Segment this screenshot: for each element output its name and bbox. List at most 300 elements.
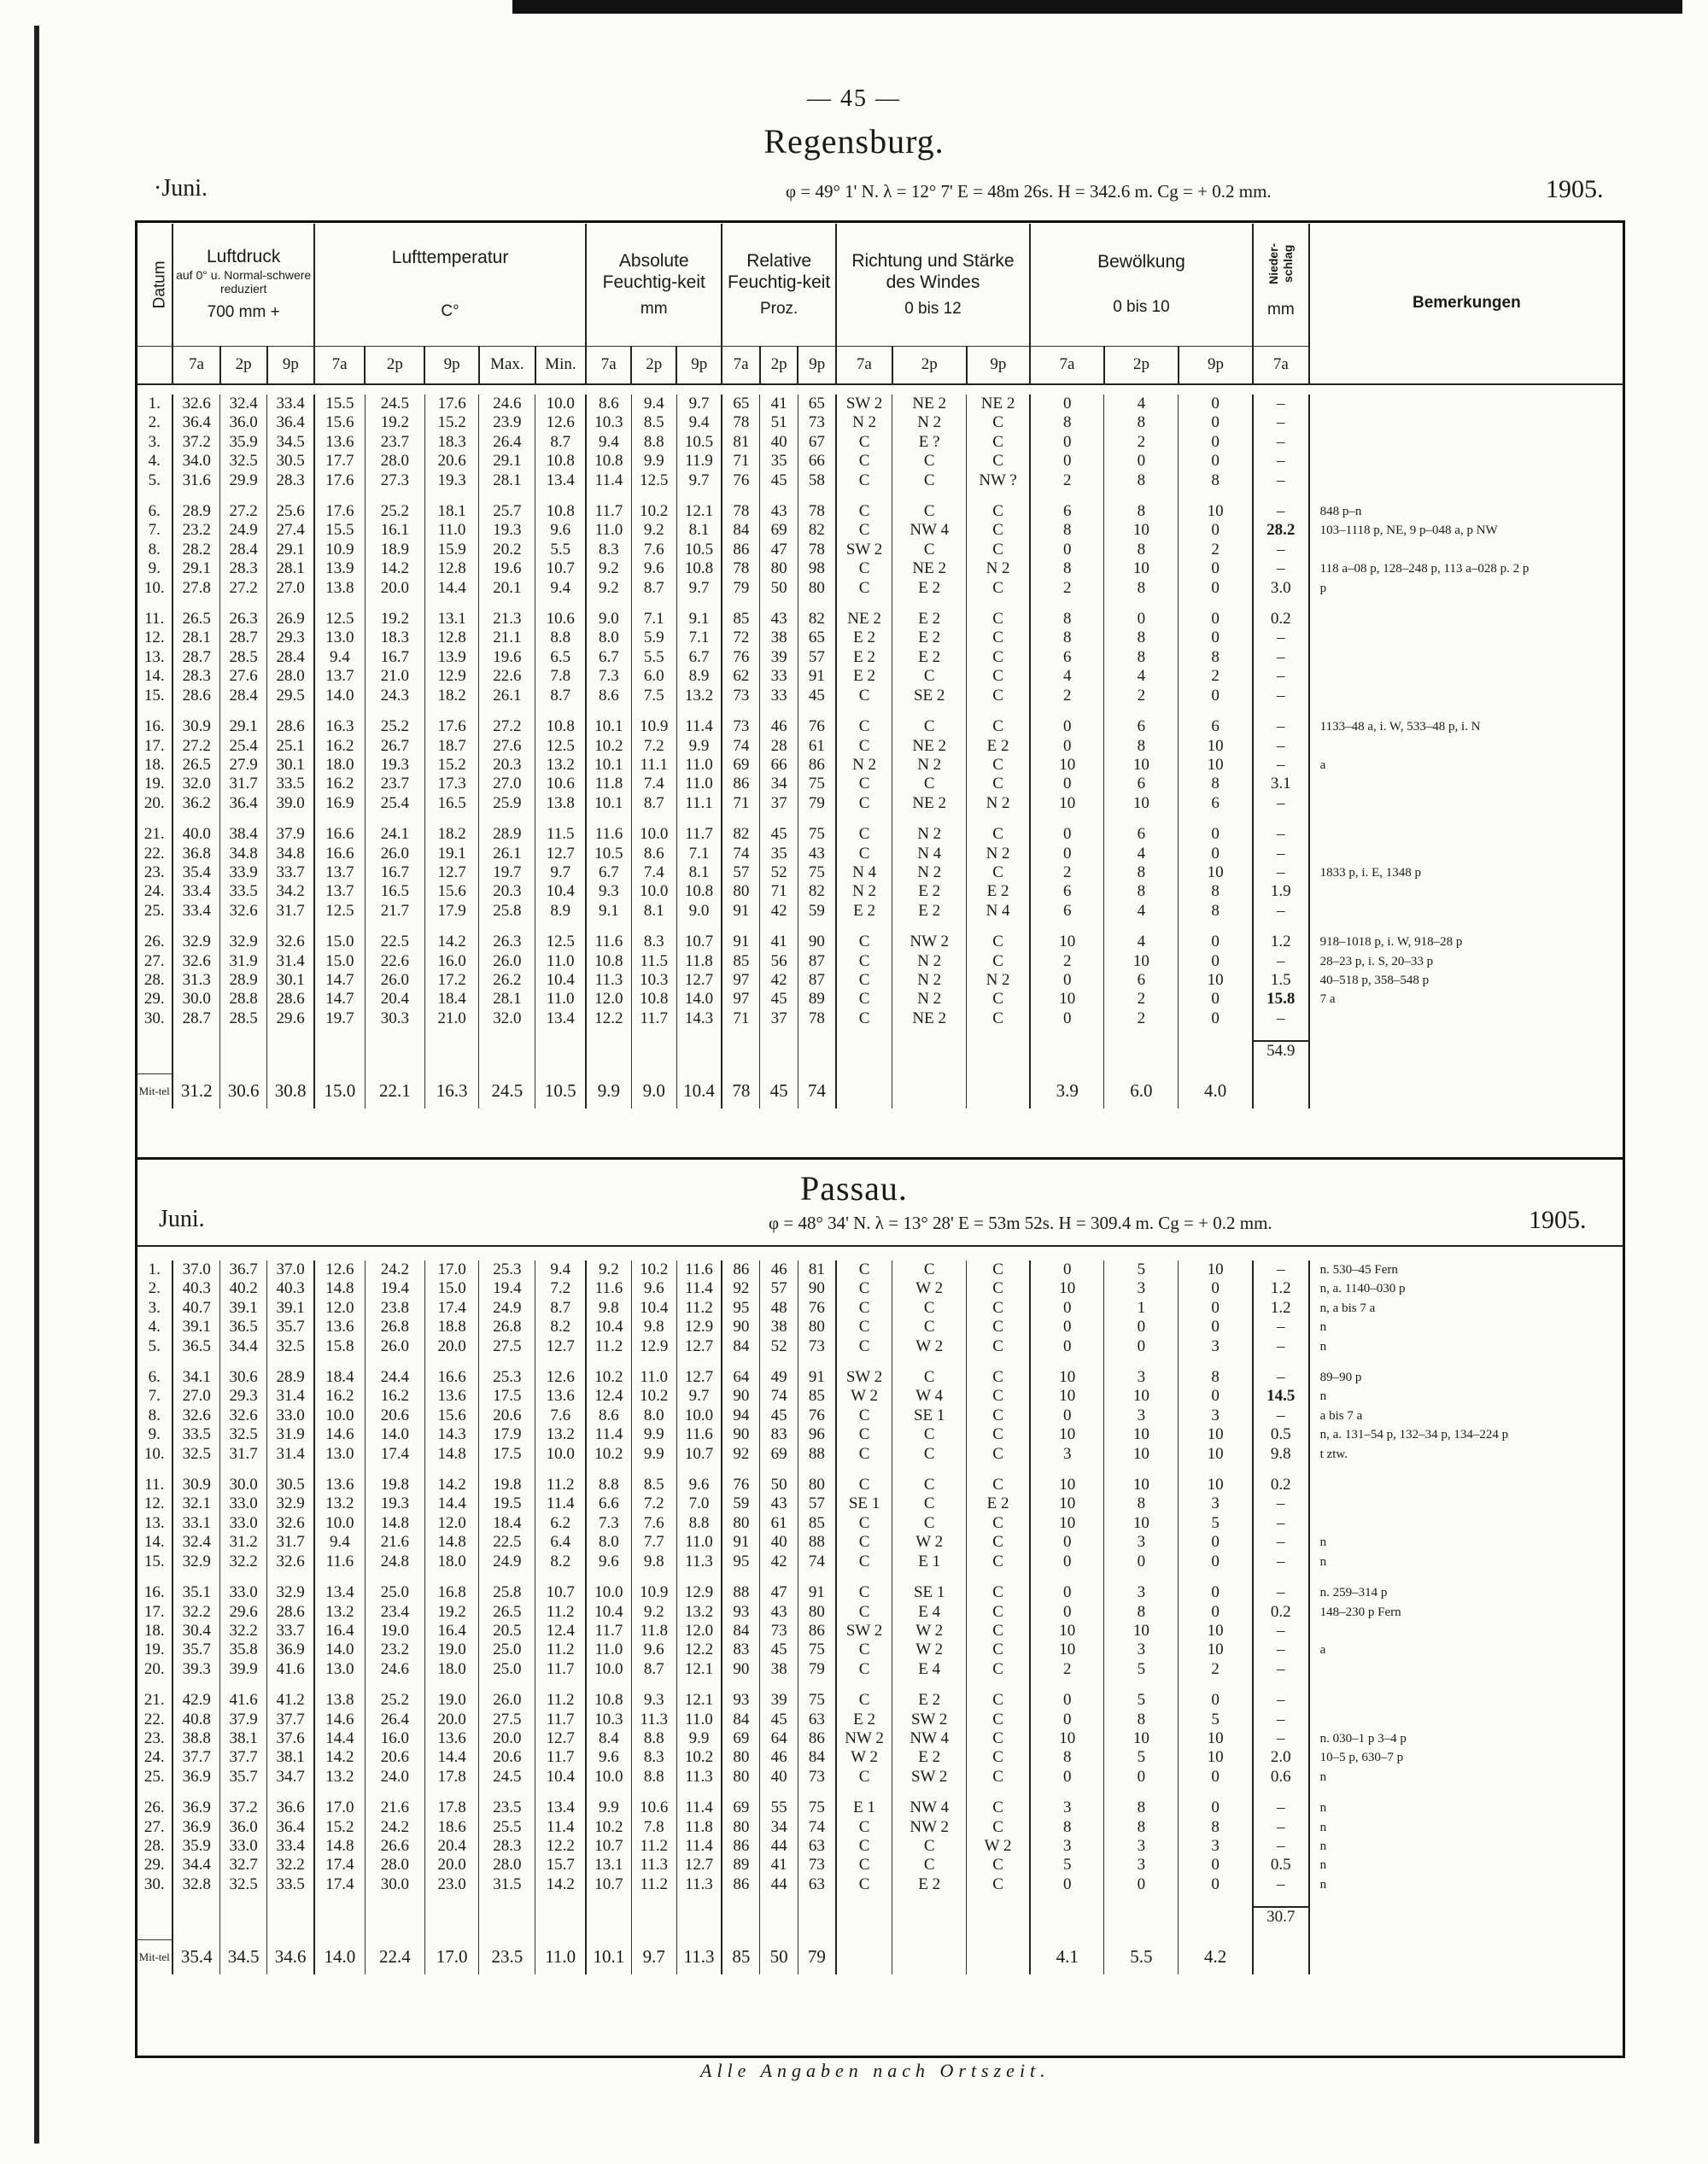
value-cell: C bbox=[967, 687, 1030, 705]
value-cell: 0 bbox=[1179, 825, 1253, 844]
value-cell: 32.2 bbox=[220, 1553, 267, 1571]
value-cell: 9.8 bbox=[1253, 1445, 1309, 1464]
value-cell: 38 bbox=[760, 1318, 798, 1336]
value-cell: 26.6 bbox=[365, 1837, 424, 1856]
date-cell: 17. bbox=[143, 736, 165, 755]
table-row bbox=[137, 882, 1623, 901]
value-cell: 15.5 bbox=[314, 521, 365, 540]
remark-cell bbox=[1309, 1622, 1623, 1641]
value-cell: 11.1 bbox=[676, 794, 722, 813]
value-cell: 7.8 bbox=[535, 667, 586, 686]
value-cell: C bbox=[836, 775, 892, 793]
date-cell: 13. bbox=[143, 1513, 165, 1532]
value-cell: 25.3 bbox=[479, 1368, 535, 1387]
value-cell: 2 bbox=[1179, 541, 1253, 559]
value-cell: 35.9 bbox=[173, 1837, 219, 1856]
value-cell: 8 bbox=[1104, 863, 1179, 882]
value-cell: C bbox=[836, 1818, 892, 1837]
value-cell: C bbox=[967, 433, 1030, 452]
value-cell: 3 bbox=[1104, 1407, 1179, 1425]
value-cell: 25.2 bbox=[365, 1691, 424, 1710]
value-cell: 45 bbox=[760, 1641, 798, 1659]
value-cell: 10.8 bbox=[535, 502, 586, 521]
value-cell: E 2 bbox=[836, 667, 892, 686]
value-cell: 4 bbox=[1030, 667, 1104, 686]
value-cell: 24.1 bbox=[365, 825, 424, 844]
value-cell: 13.7 bbox=[314, 882, 365, 901]
date-cell: 30. bbox=[143, 1874, 165, 1893]
value-cell: 1.2 bbox=[1253, 1279, 1309, 1298]
value-cell: – bbox=[1253, 1260, 1309, 1279]
value-cell: 13.0 bbox=[314, 1660, 365, 1679]
value-cell: 10.2 bbox=[586, 1368, 631, 1387]
value-cell: 10.7 bbox=[676, 1445, 722, 1464]
value-cell: 78 bbox=[722, 413, 760, 432]
value-cell: 40 bbox=[760, 433, 798, 452]
value-cell: 80 bbox=[722, 882, 760, 901]
value-cell: C bbox=[836, 1407, 892, 1425]
value-cell: 76 bbox=[722, 1476, 760, 1494]
value-cell: 74 bbox=[760, 1387, 798, 1406]
value-cell: 10.3 bbox=[586, 413, 631, 432]
value-cell: 10.0 bbox=[631, 882, 676, 901]
remark-cell bbox=[1309, 629, 1623, 647]
value-cell: 14.3 bbox=[424, 1425, 479, 1444]
value-cell: 13.6 bbox=[535, 1387, 586, 1406]
value-cell: 0.5 bbox=[1253, 1856, 1309, 1874]
value-cell: C bbox=[836, 471, 892, 490]
value-cell: 36.4 bbox=[267, 413, 314, 432]
value-cell: E 1 bbox=[836, 1798, 892, 1817]
value-cell: 0 bbox=[1030, 1260, 1104, 1279]
value-cell: 11.1 bbox=[631, 756, 676, 775]
value-cell: E 2 bbox=[892, 629, 967, 647]
value-cell: 9.3 bbox=[631, 1691, 676, 1710]
date-cell: 13. bbox=[143, 647, 165, 666]
value-cell: – bbox=[1253, 1729, 1309, 1748]
value-cell: 10.2 bbox=[631, 502, 676, 521]
remark-cell: a bis 7 a bbox=[1309, 1407, 1623, 1425]
value-cell: 10.6 bbox=[631, 1798, 676, 1817]
value-cell: 15.6 bbox=[424, 882, 479, 901]
value-cell: 10.2 bbox=[676, 1748, 722, 1767]
value-cell: 38.1 bbox=[220, 1729, 267, 1748]
value-cell: 28.0 bbox=[365, 1856, 424, 1874]
value-cell: 19.8 bbox=[365, 1476, 424, 1494]
date-cell: 8. bbox=[148, 1406, 161, 1424]
value-cell: 25.8 bbox=[479, 1583, 535, 1602]
value-cell: 36.4 bbox=[267, 1818, 314, 1837]
value-cell: 67 bbox=[798, 433, 836, 452]
mean-value: 9.7 bbox=[631, 1939, 676, 1974]
value-cell: C bbox=[836, 1641, 892, 1659]
value-cell: 27.5 bbox=[479, 1711, 535, 1729]
value-cell: 28.6 bbox=[173, 687, 219, 705]
value-cell: 3.0 bbox=[1253, 579, 1309, 598]
value-cell: 18.2 bbox=[424, 687, 479, 705]
value-cell: 23.0 bbox=[424, 1875, 479, 1894]
date-cell: 23. bbox=[143, 863, 165, 881]
value-cell: 18.4 bbox=[314, 1368, 365, 1387]
value-cell: 82 bbox=[722, 825, 760, 844]
value-cell: 32.6 bbox=[220, 1407, 267, 1425]
remark-cell: n, a. 131–54 p, 132–34 p, 134–224 p bbox=[1309, 1425, 1623, 1444]
date-cell: 21. bbox=[143, 825, 165, 844]
mean-value: 31.2 bbox=[173, 1073, 219, 1108]
value-cell: 41.6 bbox=[220, 1691, 267, 1710]
remark-cell: 28–23 p, i. S, 20–33 p bbox=[1309, 952, 1623, 971]
value-cell: C bbox=[967, 579, 1030, 598]
value-cell: C bbox=[836, 687, 892, 705]
date-cell: 26. bbox=[143, 933, 165, 951]
table-row bbox=[137, 521, 1623, 540]
value-cell: 12.9 bbox=[631, 1337, 676, 1356]
value-cell: 10 bbox=[1104, 952, 1179, 971]
value-cell: C bbox=[836, 452, 892, 471]
col-datum: Datum bbox=[150, 260, 169, 309]
value-cell: C bbox=[836, 1837, 892, 1856]
value-cell: 14.8 bbox=[314, 1837, 365, 1856]
value-cell: 0 bbox=[1179, 1768, 1253, 1787]
table-row bbox=[137, 502, 1623, 521]
value-cell: 91 bbox=[798, 667, 836, 686]
value-cell: 21.1 bbox=[479, 629, 535, 647]
value-cell: N 2 bbox=[836, 413, 892, 432]
remark-cell bbox=[1309, 737, 1623, 756]
value-cell: 84 bbox=[722, 1337, 760, 1356]
mean-value: 78 bbox=[722, 1073, 760, 1108]
value-cell: 59 bbox=[798, 902, 836, 921]
value-cell: 12.5 bbox=[314, 902, 365, 921]
value-cell: C bbox=[892, 1260, 967, 1279]
value-cell: 10 bbox=[1104, 794, 1179, 813]
mean-value bbox=[836, 1939, 892, 1974]
value-cell: 7.1 bbox=[676, 629, 722, 647]
value-cell: 14.2 bbox=[535, 1875, 586, 1894]
value-cell: C bbox=[892, 1368, 967, 1387]
value-cell: – bbox=[1253, 629, 1309, 647]
table-row bbox=[137, 1729, 1623, 1748]
value-cell: 15.0 bbox=[314, 952, 365, 971]
value-cell: 24.4 bbox=[365, 1368, 424, 1387]
remark-cell bbox=[1309, 687, 1623, 705]
value-cell: C bbox=[892, 541, 967, 559]
value-cell: 7.2 bbox=[535, 1279, 586, 1298]
value-cell: 26.5 bbox=[479, 1603, 535, 1622]
remark-cell: p bbox=[1309, 579, 1623, 598]
value-cell: 39.0 bbox=[267, 794, 314, 813]
value-cell: 7.7 bbox=[631, 1533, 676, 1552]
value-cell: 0.6 bbox=[1253, 1768, 1309, 1787]
value-cell: 3 bbox=[1179, 1494, 1253, 1513]
value-cell: 73 bbox=[722, 687, 760, 705]
value-cell: 63 bbox=[798, 1837, 836, 1856]
value-cell: 8 bbox=[1104, 1494, 1179, 1513]
value-cell: 5.5 bbox=[535, 541, 586, 559]
value-cell: 6 bbox=[1030, 902, 1104, 921]
value-cell: 3 bbox=[1030, 1837, 1104, 1856]
value-cell: N 2 bbox=[836, 882, 892, 901]
value-cell: C bbox=[967, 1425, 1030, 1444]
date-cell: 23. bbox=[143, 1728, 165, 1747]
value-cell: 10.0 bbox=[535, 1445, 586, 1464]
value-cell: – bbox=[1253, 413, 1309, 432]
mean-value: 15.0 bbox=[314, 1073, 365, 1108]
value-cell: 10.5 bbox=[676, 541, 722, 559]
value-cell: 78 bbox=[722, 559, 760, 578]
value-cell: 3 bbox=[1179, 1407, 1253, 1425]
value-cell: 25.0 bbox=[479, 1641, 535, 1659]
value-cell: 90 bbox=[722, 1660, 760, 1679]
row-gap bbox=[137, 1356, 1623, 1368]
value-cell: 16.2 bbox=[314, 737, 365, 756]
value-cell: 0 bbox=[1030, 1603, 1104, 1622]
value-cell: 14.0 bbox=[314, 1641, 365, 1659]
value-cell: 35.7 bbox=[267, 1318, 314, 1336]
mean-value: 45 bbox=[760, 1073, 798, 1108]
value-cell: 8.2 bbox=[535, 1318, 586, 1336]
value-cell: 33.1 bbox=[173, 1514, 219, 1533]
value-cell: 10 bbox=[1030, 1368, 1104, 1387]
value-cell: 7.1 bbox=[631, 610, 676, 629]
value-cell: 10.4 bbox=[586, 1603, 631, 1622]
value-cell: 13.6 bbox=[314, 433, 365, 452]
value-cell: E 4 bbox=[892, 1603, 967, 1622]
sum-row bbox=[137, 1041, 1623, 1061]
value-cell: 9.9 bbox=[676, 737, 722, 756]
value-cell: 20.6 bbox=[365, 1407, 424, 1425]
value-cell: 20.4 bbox=[424, 1837, 479, 1856]
value-cell: 10 bbox=[1179, 863, 1253, 882]
value-cell: 30.4 bbox=[173, 1622, 219, 1641]
value-cell: 4 bbox=[1104, 933, 1179, 951]
value-cell: 8.3 bbox=[631, 933, 676, 951]
mean-label: Mit-tel bbox=[137, 1939, 173, 1974]
value-cell: 43 bbox=[798, 845, 836, 863]
value-cell: 13.8 bbox=[314, 579, 365, 598]
value-cell: 73 bbox=[760, 1622, 798, 1641]
value-cell: 34 bbox=[760, 775, 798, 793]
table-row bbox=[137, 1514, 1623, 1533]
value-cell: 10.8 bbox=[586, 952, 631, 971]
table-row bbox=[137, 1875, 1623, 1894]
value-cell: 6.7 bbox=[586, 648, 631, 667]
value-cell: W 2 bbox=[836, 1387, 892, 1406]
value-cell: 35.7 bbox=[173, 1641, 219, 1659]
value-cell: 10.6 bbox=[535, 775, 586, 793]
value-cell: 10.0 bbox=[676, 1407, 722, 1425]
value-cell: 12.2 bbox=[535, 1837, 586, 1856]
value-cell: 14.0 bbox=[676, 990, 722, 1009]
value-cell: 15.2 bbox=[424, 413, 479, 432]
value-cell: N 2 bbox=[967, 559, 1030, 578]
value-cell: 0 bbox=[1179, 1583, 1253, 1602]
date-cell: 19. bbox=[143, 775, 165, 793]
value-cell: 79 bbox=[798, 794, 836, 813]
value-cell: 91 bbox=[798, 1583, 836, 1602]
value-cell: 78 bbox=[722, 502, 760, 521]
value-cell: 20.5 bbox=[479, 1622, 535, 1641]
value-cell: 40.7 bbox=[173, 1299, 219, 1318]
value-cell: 26.0 bbox=[365, 1337, 424, 1356]
value-cell: 12.9 bbox=[676, 1318, 722, 1336]
value-cell: 10.7 bbox=[586, 1837, 631, 1856]
date-cell: 22. bbox=[143, 844, 165, 863]
mean-value: 17.0 bbox=[424, 1939, 479, 1974]
value-cell: 91 bbox=[722, 902, 760, 921]
mean-value bbox=[967, 1073, 1030, 1108]
value-cell: 10 bbox=[1179, 1729, 1253, 1748]
date-cell: 2. bbox=[148, 1279, 161, 1298]
value-cell: 9.7 bbox=[676, 395, 722, 413]
value-cell: 11.8 bbox=[631, 1622, 676, 1641]
station-title-passau: Passau. bbox=[800, 1169, 908, 1208]
value-cell: 29.3 bbox=[267, 629, 314, 647]
value-cell: 85 bbox=[722, 610, 760, 629]
value-cell: 10.8 bbox=[535, 452, 586, 471]
value-cell: 16.6 bbox=[314, 825, 365, 844]
value-cell: 0 bbox=[1104, 452, 1179, 471]
value-cell: C bbox=[836, 1583, 892, 1602]
value-cell: 19.0 bbox=[424, 1641, 479, 1659]
value-cell: 10.3 bbox=[631, 971, 676, 990]
value-cell: NW 4 bbox=[892, 1798, 967, 1817]
value-cell: 0 bbox=[1030, 845, 1104, 863]
value-cell: – bbox=[1253, 1641, 1309, 1659]
table-row bbox=[137, 1407, 1623, 1425]
value-cell: 15.2 bbox=[424, 756, 479, 775]
value-cell: 13.4 bbox=[535, 1009, 586, 1028]
value-cell: E 2 bbox=[967, 737, 1030, 756]
remark-cell: 103–1118 p, NE, 9 p–048 a, p NW bbox=[1309, 521, 1623, 540]
row-gap bbox=[137, 1571, 1623, 1583]
value-cell: 28.9 bbox=[479, 825, 535, 844]
value-cell: 0 bbox=[1179, 1603, 1253, 1622]
date-cell: 29. bbox=[143, 1856, 165, 1874]
value-cell: 12.7 bbox=[676, 1856, 722, 1874]
value-cell: 9.2 bbox=[586, 559, 631, 578]
value-cell: 81 bbox=[798, 1260, 836, 1279]
value-cell: 10.4 bbox=[586, 1318, 631, 1336]
value-cell: 0 bbox=[1179, 1691, 1253, 1710]
value-cell: 39 bbox=[760, 648, 798, 667]
value-cell: 41.6 bbox=[267, 1660, 314, 1679]
value-cell: 47 bbox=[760, 541, 798, 559]
value-cell: 65 bbox=[722, 395, 760, 413]
value-cell: 8 bbox=[1030, 413, 1104, 432]
value-cell: 10.2 bbox=[586, 1818, 631, 1837]
value-cell: 36.0 bbox=[220, 1818, 267, 1837]
value-cell: 87 bbox=[798, 971, 836, 990]
value-cell: 25.4 bbox=[220, 737, 267, 756]
mean-value: 34.5 bbox=[220, 1939, 267, 1974]
value-cell: 33.0 bbox=[267, 1407, 314, 1425]
value-cell: 12.1 bbox=[676, 1691, 722, 1710]
value-cell: 46 bbox=[760, 1260, 798, 1279]
value-cell: 14.4 bbox=[314, 1729, 365, 1748]
value-cell: 61 bbox=[760, 1514, 798, 1533]
mean-value: 22.1 bbox=[365, 1073, 424, 1108]
value-cell: 25.2 bbox=[365, 717, 424, 736]
value-cell: 12.6 bbox=[535, 1368, 586, 1387]
mean-value bbox=[892, 1939, 967, 1974]
value-cell: 32.6 bbox=[267, 1514, 314, 1533]
value-cell: 66 bbox=[798, 452, 836, 471]
value-cell: 76 bbox=[722, 648, 760, 667]
value-cell: 91 bbox=[722, 933, 760, 951]
value-cell: C bbox=[836, 845, 892, 863]
value-cell: 29.1 bbox=[173, 559, 219, 578]
data-table-regensburg bbox=[137, 395, 1623, 1108]
value-cell: E ? bbox=[892, 433, 967, 452]
value-cell: C bbox=[967, 952, 1030, 971]
mean-value: 16.3 bbox=[424, 1073, 479, 1108]
value-cell: 10 bbox=[1179, 971, 1253, 990]
value-cell: 20.4 bbox=[365, 990, 424, 1009]
value-cell: 19.6 bbox=[479, 648, 535, 667]
value-cell: 8.7 bbox=[535, 433, 586, 452]
value-cell: 96 bbox=[798, 1425, 836, 1444]
value-cell: 19.3 bbox=[365, 756, 424, 775]
value-cell: 23.4 bbox=[365, 1603, 424, 1622]
value-cell: 8.6 bbox=[586, 1407, 631, 1425]
value-cell: 8.0 bbox=[586, 1533, 631, 1552]
value-cell: 16.6 bbox=[314, 845, 365, 863]
value-cell: 31.4 bbox=[267, 1387, 314, 1406]
value-cell: 20.6 bbox=[424, 452, 479, 471]
value-cell: 80 bbox=[798, 1603, 836, 1622]
value-cell: 10.8 bbox=[676, 559, 722, 578]
value-cell: 11.6 bbox=[314, 1553, 365, 1571]
value-cell: 26.9 bbox=[267, 610, 314, 629]
value-cell: 24.8 bbox=[365, 1553, 424, 1571]
value-cell: 0 bbox=[1030, 1711, 1104, 1729]
value-cell: 14.7 bbox=[314, 990, 365, 1009]
value-cell: 32.5 bbox=[220, 1875, 267, 1894]
value-cell: SW 2 bbox=[892, 1711, 967, 1729]
value-cell: E 2 bbox=[892, 1691, 967, 1710]
mean-value: 6.0 bbox=[1104, 1073, 1179, 1108]
value-cell: 14.2 bbox=[424, 933, 479, 951]
value-cell: 35.9 bbox=[220, 433, 267, 452]
value-cell: 27.8 bbox=[173, 579, 219, 598]
value-cell: 18.9 bbox=[365, 541, 424, 559]
value-cell: 28.7 bbox=[173, 1009, 219, 1028]
value-cell: 42 bbox=[760, 1553, 798, 1571]
table-row bbox=[137, 1798, 1623, 1817]
value-cell: 14.0 bbox=[314, 687, 365, 705]
value-cell: 14.3 bbox=[676, 1009, 722, 1028]
value-cell: C bbox=[967, 1337, 1030, 1356]
value-cell: 2 bbox=[1104, 1009, 1179, 1028]
value-cell: 27.2 bbox=[173, 737, 219, 756]
remark-cell: n. 259–314 p bbox=[1309, 1583, 1623, 1602]
value-cell: SE 2 bbox=[892, 687, 967, 705]
value-cell: 0 bbox=[1179, 1318, 1253, 1336]
table-row bbox=[137, 648, 1623, 667]
value-cell: 10.3 bbox=[586, 1711, 631, 1729]
value-cell: 11.4 bbox=[676, 717, 722, 736]
value-cell: N 2 bbox=[892, 413, 967, 432]
remark-cell bbox=[1309, 610, 1623, 629]
mean-row bbox=[137, 1939, 1623, 1974]
value-cell: 10.9 bbox=[631, 1583, 676, 1602]
value-cell: 8.9 bbox=[676, 667, 722, 686]
value-cell: 71 bbox=[722, 794, 760, 813]
value-cell: 82 bbox=[798, 521, 836, 540]
value-cell: 46 bbox=[760, 717, 798, 736]
value-cell: 38 bbox=[760, 1660, 798, 1679]
